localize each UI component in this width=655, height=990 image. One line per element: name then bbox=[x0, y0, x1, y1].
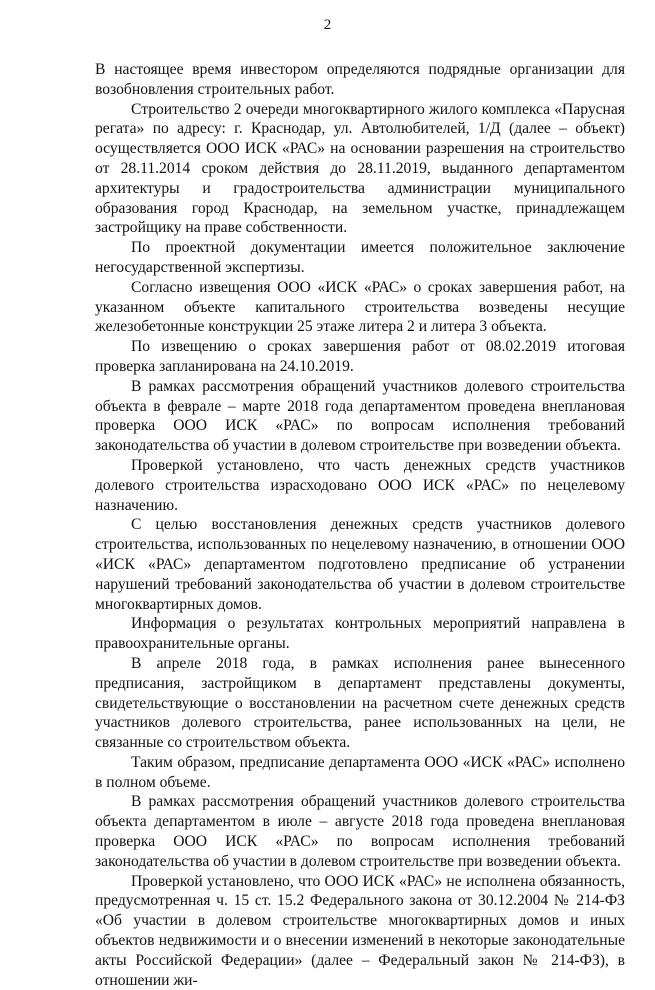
paragraph: Проверкой установлено, что ООО ИСК «РАС» не исполнена обязанность, предусмотренная ч. 15 ст. 15.2 Федерального закона от 30.12.2004 № 214-ФЗ «Об участии в долевом строительстве многоквартирных домов и иных объектов недвижимости и о внесении изменений в некоторые законодательные акты Российской Федерации» (далее – Федеральный закон № 214-ФЗ), в отношении жи- bbox=[95, 872, 625, 989]
paragraph: В рамках рассмотрения обращений участников долевого строительства объекта в феврале – марте 2018 года департаментом проведена внеплановая проверка ООО ИСК «РАС» по вопросам исполнения требований законодательства об участии в долевом строительстве при возведении объекта. bbox=[95, 377, 625, 455]
paragraph: По извещению о сроках завершения работ от 08.02.2019 итоговая проверка запланирована на 24.10.2019. bbox=[95, 338, 625, 375]
paragraph: Информация о результатах контрольных мероприятий направлена в правоохранительные органы. bbox=[95, 615, 625, 653]
document-body bbox=[95, 60, 625, 990]
page-number: 2 bbox=[323, 17, 332, 33]
paragraph: Строительство 2 очереди многоквартирного жилого комплекса «Парусная регата» по адресу: г. Краснодар, ул. Автолюбителей, 1/Д (далее – объект) осуществляется ООО ИСК «РАС» на основании разрешения на строительство от 28.11.2014 сроком действия до 28.11.2019, выданного департаментом архитектуры и градостроительства администрации муниципального образования город Краснодар, на земельном участке, принадлежащем застройщику на праве собственности. bbox=[95, 100, 625, 237]
paragraph: С целью восстановления денежных средств участников долевого строительства, использованных по нецелевому назначению, в отношении ООО «ИСК «РАС» департаментом подготовлено предписание об устранении нарушений требований законодательства об участии в долевом строительстве многоквартирных домов. bbox=[95, 516, 625, 613]
paragraph: По проектной документации имеется положительное заключение негосударственной экспертизы. bbox=[95, 239, 625, 276]
paragraph: В апреле 2018 года, в рамках исполнения ранее вынесенного предписания, застройщиком в департамент представлены документы, свидетельствующие о восстановлении на расчетном счете денежных средств участников долевого строительства, ранее использованных на цели, не связанные со строительством объекта. bbox=[95, 654, 625, 752]
paragraph: В рамках рассмотрения обращений участников долевого строительства объекта департаментом в июле – августе 2018 года проведена внеплановая проверка ООО ИСК «РАС» по вопросам исполнения требований законодательства об участии в долевом строительстве при возведении объекта. bbox=[95, 793, 625, 870]
paragraph: Таким образом, предписание департамента ООО «ИСК «РАС» исполнено в полном объеме. bbox=[95, 753, 625, 791]
paragraph: Проверкой установлено, что часть денежных средств участников долевого строительства израсходовано ООО ИСК «РАС» по нецелевому назначению. bbox=[95, 456, 625, 514]
paragraph: В настоящее время инвестором определяются подрядные организации для возобновления строительных работ. bbox=[95, 61, 625, 98]
paragraph: Согласно извещения ООО «ИСК «РАС» о сроках завершения работ, на указанном объекте капитального строительства возведены несущие железобетонные конструкции 25 этаже литера 2 и литера 3 объекта. bbox=[95, 278, 625, 336]
